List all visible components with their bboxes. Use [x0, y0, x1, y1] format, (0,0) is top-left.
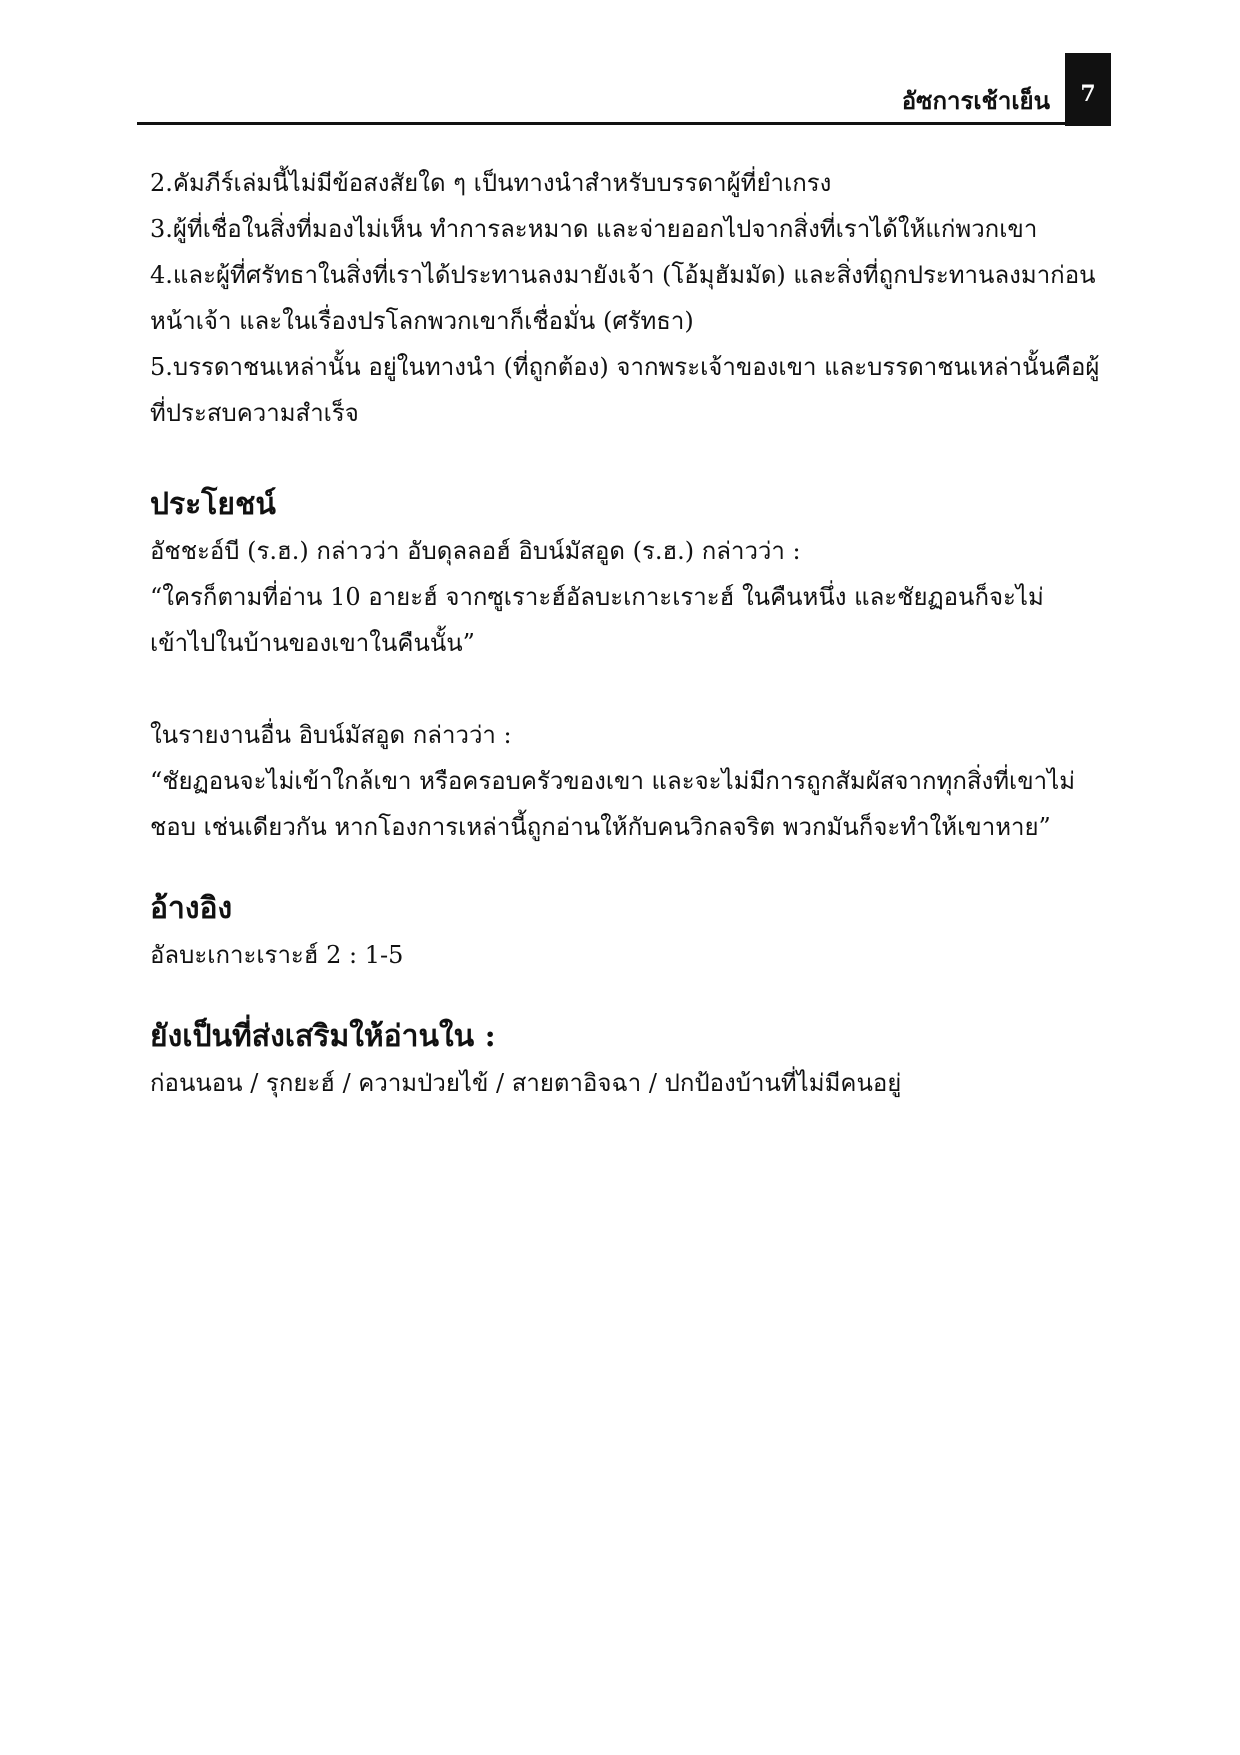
- spacer: [150, 978, 1100, 1014]
- reference-heading: อ้างอิง: [150, 891, 233, 926]
- verse-3: 3.ผู้ที่เชื่อในสิ่งที่มองไม่เห็น ทำการละหมาด และจ่ายออกไปจากสิ่งที่เราได้ให้แก่พวกเขา: [150, 215, 1038, 243]
- narration-intro: อัชชะอ์บี (ร.ฮ.) กล่าวว่า อับดุลลอฮ์ อิบน์มัสอูด (ร.ฮ.) กล่าวว่า :: [150, 537, 801, 565]
- spacer: [150, 436, 1100, 482]
- running-header-title: อัซการเช้าเย็น: [901, 86, 1050, 115]
- verse-4: 4.และผู้ที่ศรัทธาในสิ่งที่เราได้ประทานลงมายังเจ้า (โอ้มุฮัมมัด) และสิ่งที่ถูกประทานลงมาก่อนหน้าเจ้า และในเรื่องปรโลกพวกเขาก็เชื่อมั่น (ศรัทธา): [150, 261, 1096, 335]
- reference-text: อัลบะเกาะเราะฮ์ 2 : 1-5: [150, 941, 404, 969]
- verse-2: 2.คัมภีร์เล่มนี้ไม่มีข้อสงสัยใด ๆ เป็นทางนำสำหรับบรรดาผู้ที่ยำเกรง: [150, 169, 832, 197]
- other-report-intro: ในรายงานอื่น อิบน์มัสอูด กล่าวว่า :: [150, 721, 512, 749]
- spacer: [150, 850, 1100, 886]
- spacer: [150, 666, 1100, 712]
- benefit-heading: ประโยชน์: [150, 487, 276, 522]
- other-report-quote: “ชัยฏอนจะไม่เข้าใกล้เขา หรือครอบครัวของเขา และจะไม่มีการถูกสัมผัสจากทุกสิ่งที่เขาไม่ชอบ เช่นเดียวกัน หากโองการเหล่านี้ถูกอ่านให้กับคนวิกลจริต พวกมันก็จะทำให้เขาหาย”: [150, 767, 1076, 841]
- verse-5: 5.บรรดาชนเหล่านั้น อยู่ในทางนำ (ที่ถูกต้อง) จากพระเจ้าของเขา และบรรดาชนเหล่านั้นคือผู้ที่ประสบความสำเร็จ: [150, 353, 1100, 427]
- recommended-heading: ยังเป็นที่ส่งเสริมให้อ่านใน :: [150, 1019, 496, 1054]
- page-body: [150, 160, 1100, 1106]
- recommended-text: ก่อนนอน / รุกยะฮ์ / ความป่วยไข้ / สายตาอิจฉา / ปกป้องบ้านที่ไม่มีคนอยู่: [150, 1069, 902, 1097]
- page-number: 7: [1065, 53, 1111, 126]
- narration-quote: “ใครก็ตามที่อ่าน 10 อายะฮ์ จากซูเราะฮ์อัลบะเกาะเราะฮ์ ในคืนหนึ่ง และชัยฏอนก็จะไม่เข้าไปในบ้านของเขาในคืนนั้น”: [150, 583, 1044, 657]
- header-divider: [137, 122, 1111, 125]
